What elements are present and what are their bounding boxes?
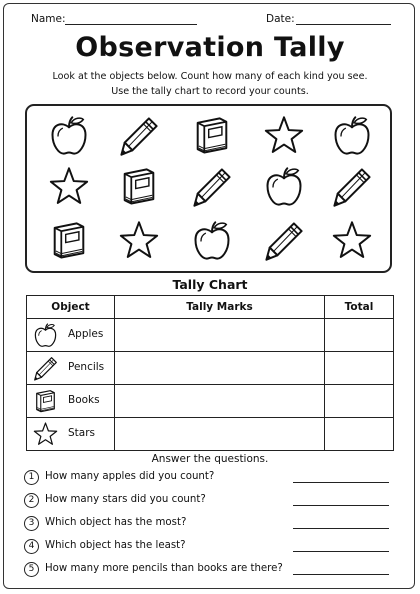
pencil-object (262, 219, 306, 263)
object-cell (27, 385, 115, 418)
total-cell[interactable] (325, 352, 394, 385)
answer-line-1[interactable] (293, 482, 389, 483)
question-5 (24, 561, 396, 579)
tally-row-books (27, 385, 394, 418)
column-header-object: Object (27, 296, 115, 319)
name-field[interactable] (65, 24, 197, 25)
tally-marks-cell[interactable] (115, 319, 325, 352)
date-field[interactable] (296, 24, 391, 25)
question-2 (24, 492, 396, 510)
total-cell[interactable] (325, 385, 394, 418)
question-text: Which object has the most? (45, 517, 187, 528)
star-icon (32, 421, 59, 448)
total-cell[interactable] (325, 418, 394, 451)
tally-marks-cell[interactable] (115, 418, 325, 451)
book-icon (190, 114, 234, 158)
star-object (117, 219, 161, 263)
star-object (262, 114, 306, 158)
question-text: How many apples did you count? (45, 471, 215, 482)
apple-object (190, 219, 234, 263)
answer-line-2[interactable] (293, 505, 389, 506)
book-icon (32, 388, 59, 415)
row-label: Stars (68, 427, 96, 439)
pencil-object (190, 165, 234, 209)
apple-object (262, 165, 306, 209)
star-object (47, 165, 91, 209)
tally-marks-cell[interactable] (115, 352, 325, 385)
apple-icon (330, 114, 374, 158)
apple-icon (47, 114, 91, 158)
instruction-line-1: Look at the objects below. Count how many of each kind you see. (52, 71, 368, 82)
question-4 (24, 538, 396, 556)
apple-object (47, 114, 91, 158)
question-3 (24, 515, 396, 533)
name-label: Name: (31, 13, 66, 25)
tally-marks-cell[interactable] (115, 385, 325, 418)
star-icon (117, 219, 161, 263)
question-number: 3 (24, 516, 39, 531)
pencil-icon (262, 219, 306, 263)
tally-header-row (27, 296, 394, 319)
tally-row-pencils (27, 352, 394, 385)
pencil-object (117, 114, 161, 158)
question-text: How many stars did you count? (45, 494, 206, 505)
pencil-icon (190, 165, 234, 209)
row-label: Apples (68, 328, 104, 340)
question-number: 1 (24, 470, 39, 485)
total-cell[interactable] (325, 319, 394, 352)
questions-heading: Answer the questions. (151, 453, 269, 465)
tally-chart-table (26, 295, 394, 451)
date-label: Date: (266, 13, 295, 25)
question-number: 4 (24, 539, 39, 554)
answer-line-5[interactable] (293, 574, 389, 575)
object-cell (27, 418, 115, 451)
tally-row-apples (27, 319, 394, 352)
answer-line-3[interactable] (293, 528, 389, 529)
page-title: Observation Tally (75, 32, 345, 63)
star-icon (262, 114, 306, 158)
answer-line-4[interactable] (293, 551, 389, 552)
book-icon (117, 165, 161, 209)
question-text: Which object has the least? (45, 540, 186, 551)
pencil-object (330, 165, 374, 209)
apple-icon (262, 165, 306, 209)
tally-chart-title: Tally Chart (172, 277, 248, 292)
question-1 (24, 469, 396, 487)
object-cell (27, 319, 115, 352)
apple-icon (190, 219, 234, 263)
column-header-tally-marks: Tally Marks (115, 296, 325, 319)
question-text: How many more pencils than books are there? (45, 563, 283, 574)
tally-row-stars (27, 418, 394, 451)
star-object (330, 219, 374, 263)
column-header-total: Total (325, 296, 394, 319)
star-icon (330, 219, 374, 263)
row-label: Pencils (68, 361, 105, 373)
question-number: 2 (24, 493, 39, 508)
book-object (190, 114, 234, 158)
pencil-icon (117, 114, 161, 158)
pencil-icon (32, 355, 59, 382)
book-object (47, 219, 91, 263)
star-icon (47, 165, 91, 209)
instruction-line-2: Use the tally chart to record your counts. (111, 86, 309, 97)
book-icon (47, 219, 91, 263)
pencil-icon (330, 165, 374, 209)
question-number: 5 (24, 562, 39, 577)
apple-object (330, 114, 374, 158)
apple-icon (32, 322, 59, 349)
row-label: Books (68, 394, 100, 406)
object-cell (27, 352, 115, 385)
book-object (117, 165, 161, 209)
